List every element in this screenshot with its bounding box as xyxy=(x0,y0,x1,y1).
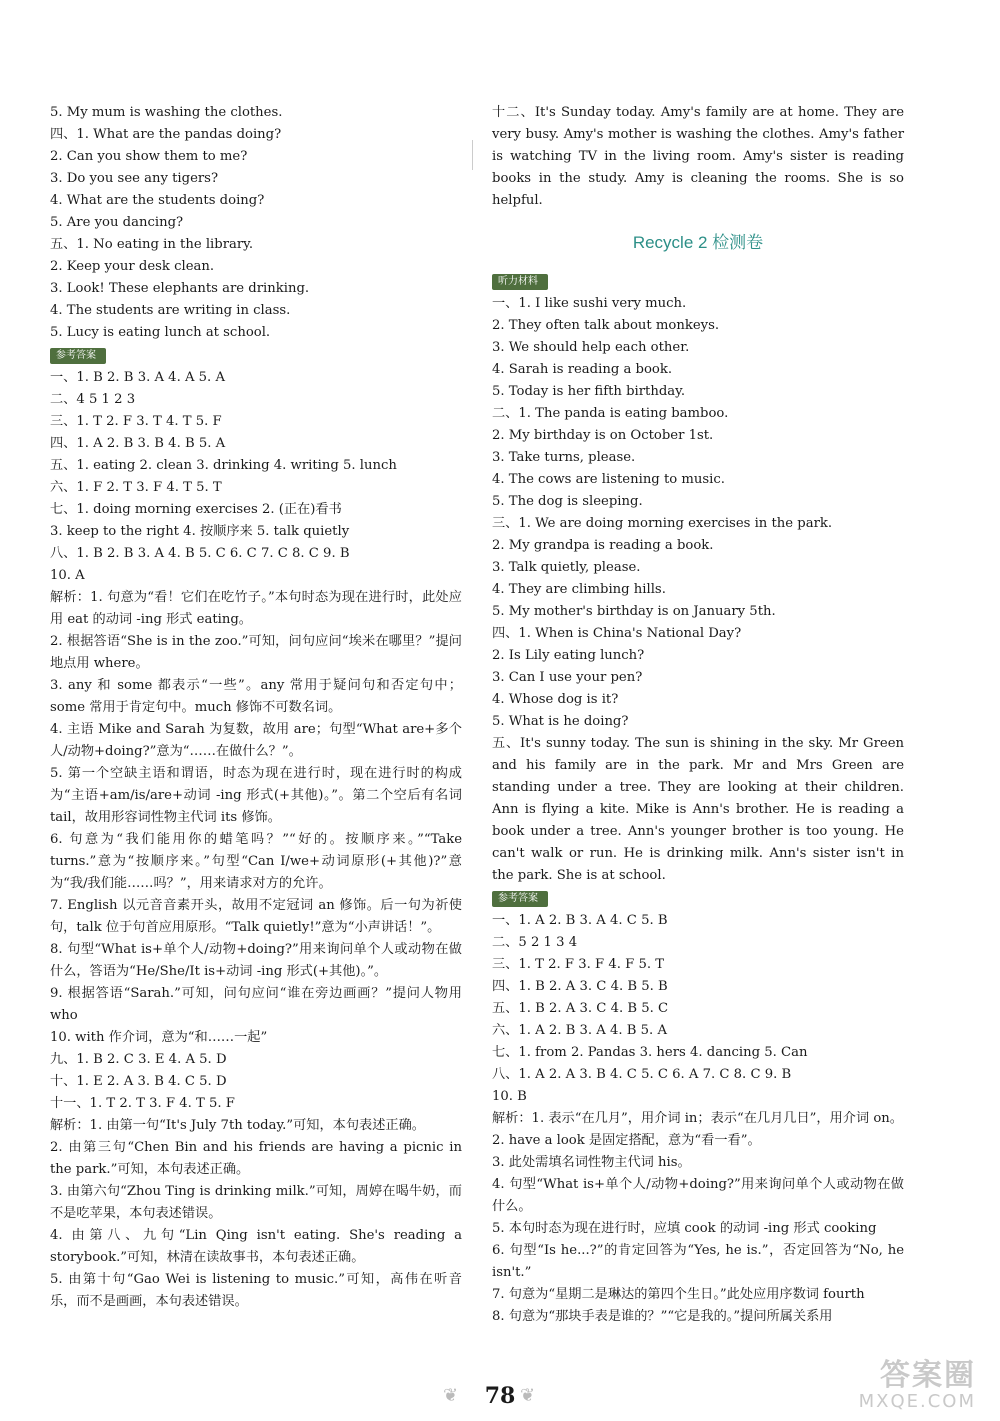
text-line: 5. The dog is sleeping. xyxy=(492,494,643,509)
watermark-url: MXQE.COM xyxy=(858,1391,976,1412)
watermark xyxy=(756,1360,976,1416)
text-line: 5. 本句时态为现在进行时，应填 cook 的动词 -ing 形式 cooking xyxy=(492,1221,877,1236)
text-line: 3. Talk quietly, please. xyxy=(492,560,641,575)
text-line: 5. Lucy is eating lunch at school. xyxy=(50,325,271,340)
text-line: 10. with 作介词，意为“和……一起” xyxy=(50,1030,268,1045)
text-line: 4. Sarah is reading a book. xyxy=(492,362,673,377)
text-line: 5. Are you dancing? xyxy=(50,215,184,230)
text-line: 5. My mother's birthday is on January 5th. xyxy=(492,604,776,619)
text-line: 五、It's sunny today. The sun is shining in the sky. Mr Green and his family are in the park. Mr and Mrs Green are standing under a tree. They are looking at their children. Ann is flying a kite. Mike is Ann's brother. He is reading a book under a tree. Ann's younger brother is too young. He can't walk or run. He is drinking milk. Ann's sister isn't in the park. She is at school. xyxy=(492,736,904,883)
text-line: 2. They often talk about monkeys. xyxy=(492,318,720,333)
section-badge: 参考答案 xyxy=(50,348,106,364)
text-line: 5. Today is her fifth birthday. xyxy=(492,384,686,399)
text-line: 3. any 和 some 都表示“一些”。any 常用于疑问句和否定句中；some 常用于肯定句中。much 修饰不可数名词。 xyxy=(50,678,462,715)
text-line: 6. 句型“Is he...?”的肯定回答为“Yes, he is.”，否定回答为“No, he isn't.” xyxy=(492,1243,904,1280)
text-line: 7. English 以元音音素开头，故用不定冠词 an 修饰。后一句为祈使句，talk 位于句首应用原形。“Talk quietly!”意为“小声讲话！”。 xyxy=(50,898,462,935)
text-line: 四、1. B 2. A 3. C 4. B 5. B xyxy=(492,979,668,994)
text-line: 3. We should help each other. xyxy=(492,340,690,355)
text-line: 5. 第一个空缺主语和谓语，时态为现在进行时，现在进行时的构成为“主语+am/is/are+动词 -ing 形式(+其他)。”。第二个空后有名词 tail，故用形容词性物主代词 its 修饰。 xyxy=(50,766,462,825)
watermark-logo: 答案圈 xyxy=(880,1358,976,1393)
text-line: 一、1. I like sushi very much. xyxy=(492,296,687,311)
text-line: 三、1. T 2. F 3. T 4. T 5. F xyxy=(50,414,222,429)
section-badge: 听力材料 xyxy=(492,274,548,290)
text-line: 8. 句型“What is+单个人/动物+doing?”用来询问单个人或动物在做什么，答语为“He/She/It is+动词 -ing 形式(+其他)。”。 xyxy=(50,942,462,979)
badge-row xyxy=(50,344,462,367)
leaf-ornament-icon: ❦ xyxy=(520,1385,536,1406)
text-line: 2. 根据答语“She is in the zoo.”可知，问句应问“埃米在哪里？”提问地点用 where。 xyxy=(50,634,462,671)
text-line: 2. Can you show them to me? xyxy=(50,149,248,164)
text-line: 5. My mum is washing the clothes. xyxy=(50,105,283,120)
text-line: 四、1. What are the pandas doing? xyxy=(50,127,282,142)
text-line: 10. A xyxy=(50,568,85,583)
text-line: 3. keep to the right 4. 按顺序来 5. talk quietly xyxy=(50,524,350,539)
text-line: 4. What are the students doing? xyxy=(50,193,265,208)
text-line: 二、1. The panda is eating bamboo. xyxy=(492,406,729,421)
text-line: 二、5 2 1 3 4 xyxy=(492,935,578,950)
badge-row xyxy=(492,270,904,293)
text-line: 八、1. A 2. A 3. B 4. C 5. C 6. A 7. C 8. C 9. B xyxy=(492,1067,792,1082)
text-line: 3. Take turns, please. xyxy=(492,450,636,465)
text-line: 一、1. B 2. B 3. A 4. A 5. A xyxy=(50,370,225,385)
text-line: 3. Look! These elephants are drinking. xyxy=(50,281,310,296)
text-line: 十、1. E 2. A 3. B 4. C 5. D xyxy=(50,1074,227,1089)
text-line: 4. The students are writing in class. xyxy=(50,303,291,318)
text-line: 3. 由第六句“Zhou Ting is drinking milk.”可知，周婷在喝牛奶，而不是吃苹果，本句表述错误。 xyxy=(50,1184,462,1221)
text-line: 2. My grandpa is reading a book. xyxy=(492,538,714,553)
section-badge: 参考答案 xyxy=(492,891,548,907)
text-line: 解析：1. 由第一句“It's July 7th today.”可知，本句表述正确。 xyxy=(50,1118,425,1133)
text-line: 4. Whose dog is it? xyxy=(492,692,619,707)
text-line: 二、4 5 1 2 3 xyxy=(50,392,136,407)
text-line: 4. 句型“What is+单个人/动物+doing?”用来询问单个人或动物在做什么。 xyxy=(492,1177,904,1214)
column-divider xyxy=(472,140,473,170)
text-line: 10. B xyxy=(492,1089,527,1104)
text-line: 十一、1. T 2. T 3. F 4. T 5. F xyxy=(50,1096,235,1111)
text-line: 2. 由第三句“Chen Bin and his friends are having a picnic in the park.”可知，本句表述正确。 xyxy=(50,1140,462,1177)
text-line: 七、1. from 2. Pandas 3. hers 4. dancing 5. Can xyxy=(492,1045,808,1060)
text-line: 2. My birthday is on October 1st. xyxy=(492,428,714,443)
text-line: 3. Do you see any tigers? xyxy=(50,171,219,186)
text-line: 2. Keep your desk clean. xyxy=(50,259,215,274)
text-line: 5. 由第十句“Gao Wei is listening to music.”可知，高伟在听音乐，而不是画画，本句表述错误。 xyxy=(50,1272,462,1309)
text-line: 三、1. T 2. F 3. F 4. F 5. T xyxy=(492,957,665,972)
text-line: 四、1. When is China's National Day? xyxy=(492,626,742,641)
text-line: 六、1. A 2. B 3. A 4. B 5. A xyxy=(492,1023,667,1038)
left-column xyxy=(50,102,462,1313)
text-line: 5. What is he doing? xyxy=(492,714,629,729)
text-line: 6. 句意为“我们能用你的蜡笔吗？”“好的。按顺序来。”“Take turns.”意为“按顺序来。”句型“Can I/we+动词原形(+其他)?”意为“我/我们能……吗？”，用来请求对方的允许。 xyxy=(50,832,462,891)
page-number: 78 xyxy=(484,1383,516,1409)
text-line: 五、1. No eating in the library. xyxy=(50,237,254,252)
text-line: 2. have a look 是固定搭配，意为“看一看”。 xyxy=(492,1133,761,1148)
text-line: 七、1. doing morning exercises 2. (正在)看书 xyxy=(50,502,342,517)
text-line: 五、1. eating 2. clean 3. drinking 4. writing 5. lunch xyxy=(50,458,397,473)
text-line: 4. 由第八、九句“Lin Qing isn't eating. She's reading a storybook.”可知，林清在读故事书，本句表述正确。 xyxy=(50,1228,462,1265)
leaf-ornament-icon: ❦ xyxy=(443,1385,459,1406)
badge-row xyxy=(492,887,904,910)
text-line: 八、1. B 2. B 3. A 4. B 5. C 6. C 7. C 8. C 9. B xyxy=(50,546,350,561)
text-line: 一、1. A 2. B 3. A 4. C 5. B xyxy=(492,913,668,928)
text-line: 三、1. We are doing morning exercises in the park. xyxy=(492,516,833,531)
text-line: 2. Is Lily eating lunch? xyxy=(492,648,645,663)
text-line: 3. Can I use your pen? xyxy=(492,670,643,685)
text-line: 4. The cows are listening to music. xyxy=(492,472,725,487)
text-line: 四、1. A 2. B 3. B 4. B 5. A xyxy=(50,436,226,451)
text-line: 8. 句意为“那块手表是谁的？”“它是我的。”提问所属关系用 xyxy=(492,1309,833,1324)
text-line: 7. 句意为“星期二是琳达的第四个生日。”此处应用序数词 fourth xyxy=(492,1287,865,1302)
text-line: 3. 此处需填名词性物主代词 his。 xyxy=(492,1155,691,1170)
text-line: 十二、It's Sunday today. Amy's family are at home. They are very busy. Amy's mother is washing the clothes. Amy's father is watching TV in the living room. Amy's sister is reading books in the study. Amy is cleaning the rooms. She is so helpful. xyxy=(492,105,904,208)
text-line: 4. 主语 Mike and Sarah 为复数，故用 are；句型“What are+多个人/动物+doing?”意为“……在做什么？”。 xyxy=(50,722,462,759)
right-column xyxy=(492,102,904,1328)
text-line: 9. 根据答语“Sarah.”可知，问句应问“谁在旁边画画？”提问人物用 who xyxy=(50,986,462,1023)
text-line: 六、1. F 2. T 3. F 4. T 5. T xyxy=(50,480,222,495)
text-line: 九、1. B 2. C 3. E 4. A 5. D xyxy=(50,1052,227,1067)
text-line: 五、1. B 2. A 3. C 4. B 5. C xyxy=(492,1001,669,1016)
text-line: 4. They are climbing hills. xyxy=(492,582,666,597)
text-line: 解析：1. 表示“在几月”，用介词 in；表示“在几月几日”，用介词 on。 xyxy=(492,1111,903,1126)
section-title: Recycle 2 检测卷 xyxy=(632,233,764,252)
text-line: 解析：1. 句意为“看！它们在吃竹子。”本句时态为现在进行时，此处应用 eat 的动词 -ing 形式 eating。 xyxy=(50,590,462,627)
